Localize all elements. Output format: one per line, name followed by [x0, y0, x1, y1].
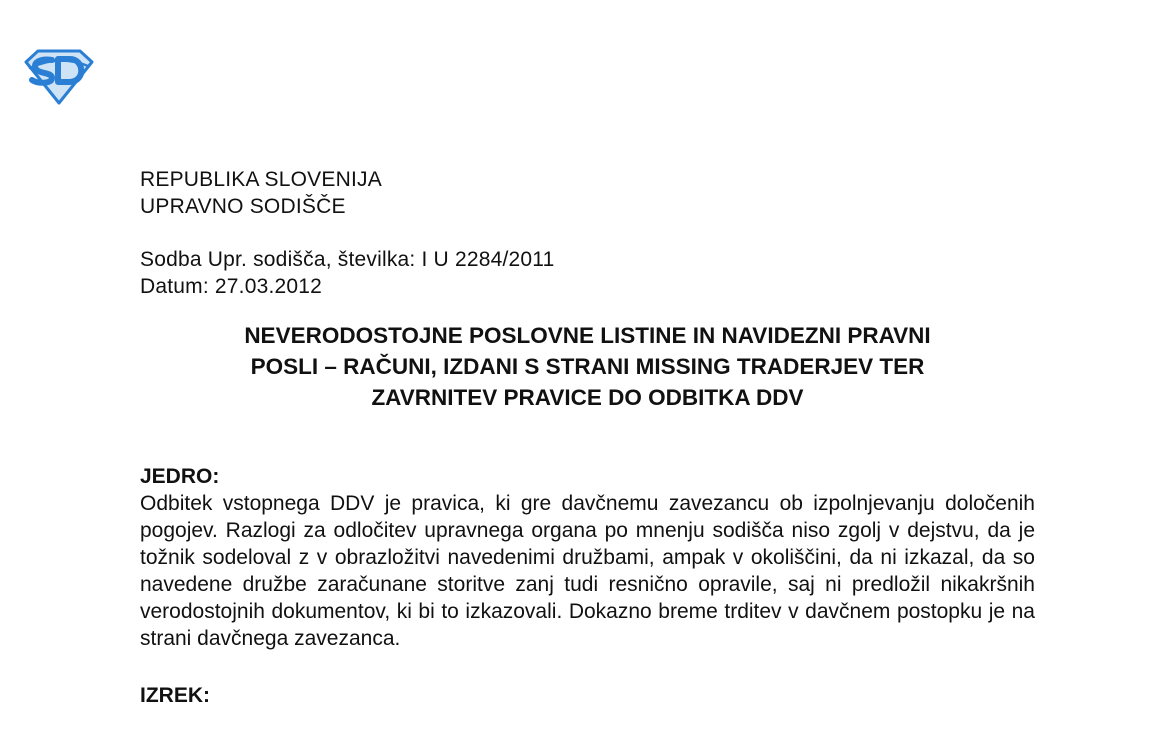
sd-shield-logo-icon — [22, 48, 96, 106]
judgment-date: Datum: 27.03.2012 — [140, 275, 323, 298]
document-body — [140, 166, 1035, 709]
jedro-paragraph: Odbitek vstopnega DDV je pravica, ki gre davčnemu zavezancu ob izpolnjevanju določenih pogojev. Razlogi za odločitev upravnega organa po mnenju sodišča niso zgolj v dejstvu, da je tožnik sodeloval z v obrazložitvi navedenimi družbami, ampak v okoliščini, da ni izkazal, da so navedene družbe zaračunane storitve zanj tudi resnično opravile, saj ni predložil nikakršnih verodostojnih dokumentov, ki bi to izkazovali. Dokazno breme trditev v davčnem postopku je na strani davčnega zavezanca. — [140, 492, 1035, 650]
jedro-label: JEDRO: — [140, 465, 220, 488]
title-line-2: POSLI – RAČUNI, IZDANI S STRANI MISSING TRADERJEV TER — [250, 354, 925, 379]
country-name: REPUBLIKA SLOVENIJA — [140, 168, 382, 191]
izrek-label: IZREK: — [140, 684, 210, 707]
document-title — [140, 320, 1035, 413]
court-name: UPRAVNO SODIŠČE — [140, 195, 346, 218]
title-line-3: ZAVRNITEV PRAVICE DO ODBITKA DDV — [371, 385, 804, 410]
title-line-1: NEVERODOSTOJNE POSLOVNE LISTINE IN NAVIDEZNI PRAVNI — [244, 323, 931, 348]
judgment-reference: Sodba Upr. sodišča, številka: I U 2284/2011 — [140, 248, 555, 271]
